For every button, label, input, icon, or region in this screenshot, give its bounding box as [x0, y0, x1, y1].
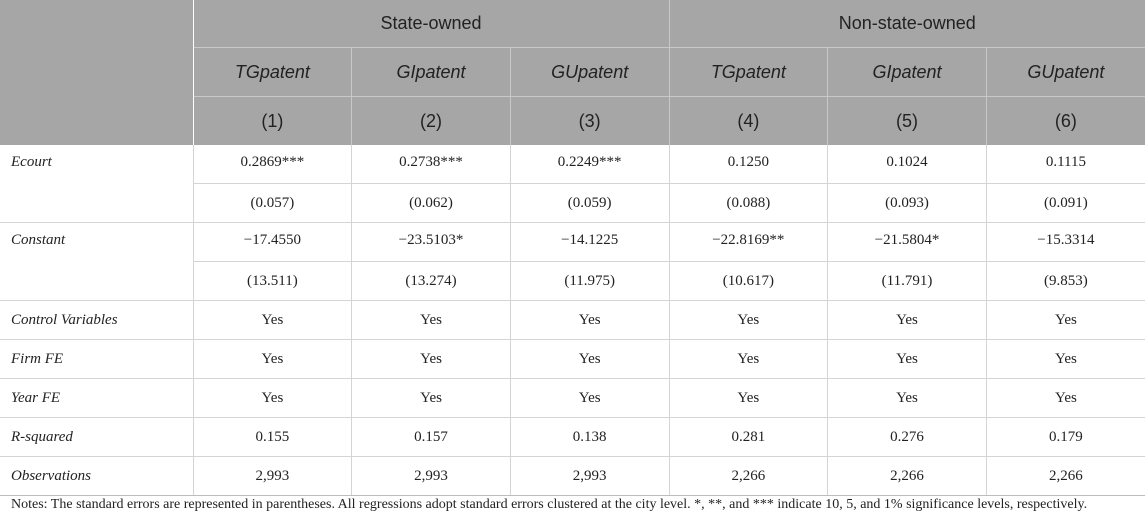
- value-cell: Yes: [510, 301, 669, 340]
- value-cell: 2,266: [986, 457, 1145, 496]
- column-number: (1): [193, 97, 352, 146]
- value-cell: Yes: [828, 301, 987, 340]
- se-cell: (10.617): [669, 262, 828, 301]
- header-corner: [0, 0, 193, 145]
- se-cell: (0.093): [828, 184, 987, 223]
- coef-cell: 0.1115: [986, 145, 1145, 184]
- coef-cell: −22.8169**: [669, 223, 828, 262]
- value-cell: Yes: [986, 340, 1145, 379]
- column-number: (6): [986, 97, 1145, 146]
- value-cell: 0.179: [986, 418, 1145, 457]
- table-row-constant-coef: [0, 223, 1145, 262]
- value-cell: Yes: [352, 379, 511, 418]
- value-cell: Yes: [510, 379, 669, 418]
- value-cell: Yes: [352, 340, 511, 379]
- coef-cell: 0.2869***: [193, 145, 352, 184]
- coef-cell: −23.5103*: [352, 223, 511, 262]
- dep-var-header: TGpatent: [669, 48, 828, 97]
- value-cell: Yes: [193, 301, 352, 340]
- value-cell: 0.281: [669, 418, 828, 457]
- value-cell: 0.138: [510, 418, 669, 457]
- value-cell: Yes: [828, 340, 987, 379]
- coef-cell: −14.1225: [510, 223, 669, 262]
- column-number: (3): [510, 97, 669, 146]
- coef-cell: −15.3314: [986, 223, 1145, 262]
- se-cell: (13.274): [352, 262, 511, 301]
- row-label-observations: Observations: [0, 457, 193, 496]
- row-label-ecourt: Ecourt: [0, 145, 193, 223]
- se-cell: (0.091): [986, 184, 1145, 223]
- table-row-ecourt-coef: [0, 145, 1145, 184]
- value-cell: 0.157: [352, 418, 511, 457]
- row-label-control-variables: Control Variables: [0, 301, 193, 340]
- value-cell: Yes: [986, 301, 1145, 340]
- value-cell: 0.155: [193, 418, 352, 457]
- table-row-firm-fe: [0, 340, 1145, 379]
- se-cell: (0.062): [352, 184, 511, 223]
- se-cell: (0.059): [510, 184, 669, 223]
- value-cell: Yes: [352, 301, 511, 340]
- value-cell: Yes: [193, 340, 352, 379]
- dep-var-header: GIpatent: [352, 48, 511, 97]
- group-header-state-owned: State-owned: [193, 0, 669, 48]
- dep-var-header: GIpatent: [828, 48, 987, 97]
- value-cell: 0.276: [828, 418, 987, 457]
- coef-cell: −21.5804*: [828, 223, 987, 262]
- group-header-non-state-owned: Non-state-owned: [669, 0, 1145, 48]
- coef-cell: 0.1024: [828, 145, 987, 184]
- row-label-constant: Constant: [0, 223, 193, 301]
- table-row-r-squared: [0, 418, 1145, 457]
- value-cell: Yes: [828, 379, 987, 418]
- value-cell: Yes: [669, 379, 828, 418]
- value-cell: Yes: [986, 379, 1145, 418]
- value-cell: 2,266: [828, 457, 987, 496]
- dep-var-header: TGpatent: [193, 48, 352, 97]
- column-number: (2): [352, 97, 511, 146]
- value-cell: 2,266: [669, 457, 828, 496]
- table-row-observations: [0, 457, 1145, 496]
- dep-var-header: GUpatent: [986, 48, 1145, 97]
- row-label-year-fe: Year FE: [0, 379, 193, 418]
- column-number: (4): [669, 97, 828, 146]
- value-cell: Yes: [510, 340, 669, 379]
- coef-cell: 0.2249***: [510, 145, 669, 184]
- se-cell: (9.853): [986, 262, 1145, 301]
- value-cell: 2,993: [352, 457, 511, 496]
- value-cell: 2,993: [510, 457, 669, 496]
- se-cell: (13.511): [193, 262, 352, 301]
- table-row-year-fe: [0, 379, 1145, 418]
- se-cell: (0.088): [669, 184, 828, 223]
- column-number: (5): [828, 97, 987, 146]
- se-cell: (11.975): [510, 262, 669, 301]
- coef-cell: 0.1250: [669, 145, 828, 184]
- dep-var-header: GUpatent: [510, 48, 669, 97]
- value-cell: Yes: [669, 340, 828, 379]
- value-cell: 2,993: [193, 457, 352, 496]
- se-cell: (11.791): [828, 262, 987, 301]
- value-cell: Yes: [669, 301, 828, 340]
- table-row-control-variables: [0, 301, 1145, 340]
- row-label-r-squared: R-squared: [0, 418, 193, 457]
- coef-cell: −17.4550: [193, 223, 352, 262]
- value-cell: Yes: [193, 379, 352, 418]
- row-label-firm-fe: Firm FE: [0, 340, 193, 379]
- coef-cell: 0.2738***: [352, 145, 511, 184]
- table-notes: Notes: The standard errors are represented in parentheses. All regressions adopt standard errors clustered at the city level. *, **, and *** indicate 10, 5, and 1% significance levels, respectively.: [11, 497, 1088, 512]
- se-cell: (0.057): [193, 184, 352, 223]
- header-row-groups: [0, 0, 1145, 48]
